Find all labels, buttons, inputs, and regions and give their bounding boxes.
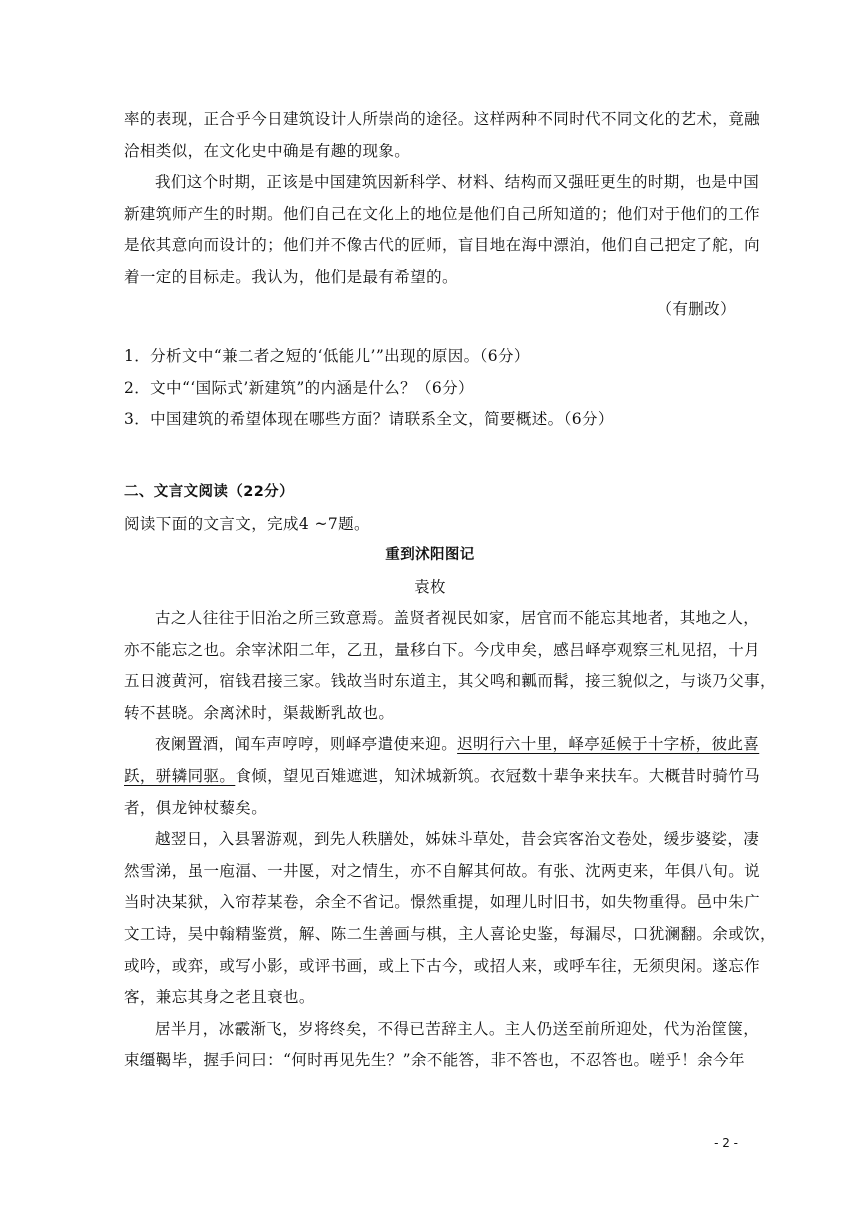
question-item: 3．中国建筑的希望体现在哪些方面？请联系全文，简要概述。（6分）: [124, 410, 614, 429]
text-line: 当时决某狱，入帘荐某卷，余全不省记。憬然重提，如理儿时旧书，如失物重得。邑中朱广: [124, 893, 761, 912]
section-header: [124, 477, 736, 603]
text-line: 率的表现，正合乎今日建筑设计人所崇尚的途径。这样两种不同时代不同文化的艺术，竟融: [124, 110, 761, 128]
text-line: 五日渡黄河，宿钱君接三家。钱故当时东道主，其父鸣和瓤而髯，接三貌似之，与谈乃父事，: [124, 672, 776, 691]
article-author: 袁枚: [414, 577, 446, 596]
article-title: 重到沭阳图记: [385, 547, 475, 564]
paragraph-start-line: 居半月，冰霰渐飞，岁将终矣，不得已苦辞主人。主人仍送至前所迎处，代为治筐箧，: [155, 1019, 760, 1038]
text-segment: 食倾，望见百雉遮迣，知沭城新筑。衣冠数十辈争来扶车。大概昔时骑竹马: [235, 766, 761, 785]
underlined-sentence: 迟明行六十里，峄亭延候于十字桥，彼此喜: [457, 735, 760, 754]
underlined-sentence: 跃，骈辚同驱。: [124, 766, 236, 785]
text-line: 束缰鞨毕，握手问曰：“何时再见先生？”余不能答，非不答也，不忍答也。嗟乎！余今年: [124, 1051, 745, 1070]
text-segment: 夜阑置酒，闻车声哼哼，则峄亭遣使来迎。: [155, 735, 458, 754]
paragraph-start-line: [124, 729, 760, 761]
text-line: 客，兼忘其身之老且衰也。: [124, 988, 315, 1007]
text-line: 者，俱龙钟杖藜矣。: [124, 798, 268, 817]
edit-note: （有删改）: [656, 299, 736, 318]
paragraph-start-line: 古之人往往于旧治之所三致意焉。盖贤者视民如家，居官而不能忘其地者，其地之人，: [155, 609, 760, 627]
passage-modern-text: [124, 104, 761, 325]
text-line: 或吟，或弈，或写小影，或评书画，或上下古今，或招人来，或呼车往，无须臾闲。遂忘作: [124, 956, 761, 975]
text-line: 文工诗，吴中翰精鉴赏，解、陈二生善画与棋，主人喜论史鉴，每漏尽，口犹澜翻。余或饮，: [124, 924, 776, 943]
text-line: 是依其意向而设计的；他们并不像古代的匠师，盲目地在海中漂泊，他们自己把定了舵，向: [124, 236, 761, 255]
section-instruction: 阅读下面的文言文，完成4 ~7题。: [124, 514, 370, 533]
text-line: 新建筑师产生的时期。他们自己在文化上的地位是他们自己所知道的；他们对于他们的工作: [124, 204, 761, 223]
paragraph-start-line: 我们这个时期，正该是中国建筑因新科学、材料、结构而又强旺更生的时期，也是中国: [155, 173, 760, 192]
text-line: 着一定的目标走。我认为，他们是最有希望的。: [124, 267, 458, 286]
text-line: 然雪涕，虽一庖湢、一井匽，对之情生，亦不自解其何故。有张、沈两吏来，年俱八旬。说: [124, 861, 761, 880]
text-line: 转不甚晓。余离沭时，渠裁断乳故也。: [124, 703, 395, 722]
classical-passage: [124, 603, 776, 1077]
question-item: 2．文中“‘国际式’新建筑”的内涵是什么？（6分）: [124, 378, 474, 397]
section-heading: 二、文言文阅读（22分）: [124, 484, 294, 500]
text-line: 洽相类似，在文化史中确是有趣的现象。: [124, 141, 411, 160]
text-line: [124, 761, 761, 793]
text-line: 亦不能忘之也。余宰沭阳二年，乙丑，量移白下。今戊申矣，感吕峄亭观察三札见招，十月: [124, 640, 761, 659]
paragraph-start-line: 越翌日，入县署游观，到先人秩膳处，姊妹斗草处，昔会宾客治文卷处，缓步婆娑，凄: [155, 830, 760, 849]
question-item: 1．分析文中“兼二者之短的‘低能儿’”出现的原因。（6分）: [124, 347, 530, 365]
page-number: - 2 -: [714, 1136, 738, 1150]
question-list: [124, 341, 736, 436]
